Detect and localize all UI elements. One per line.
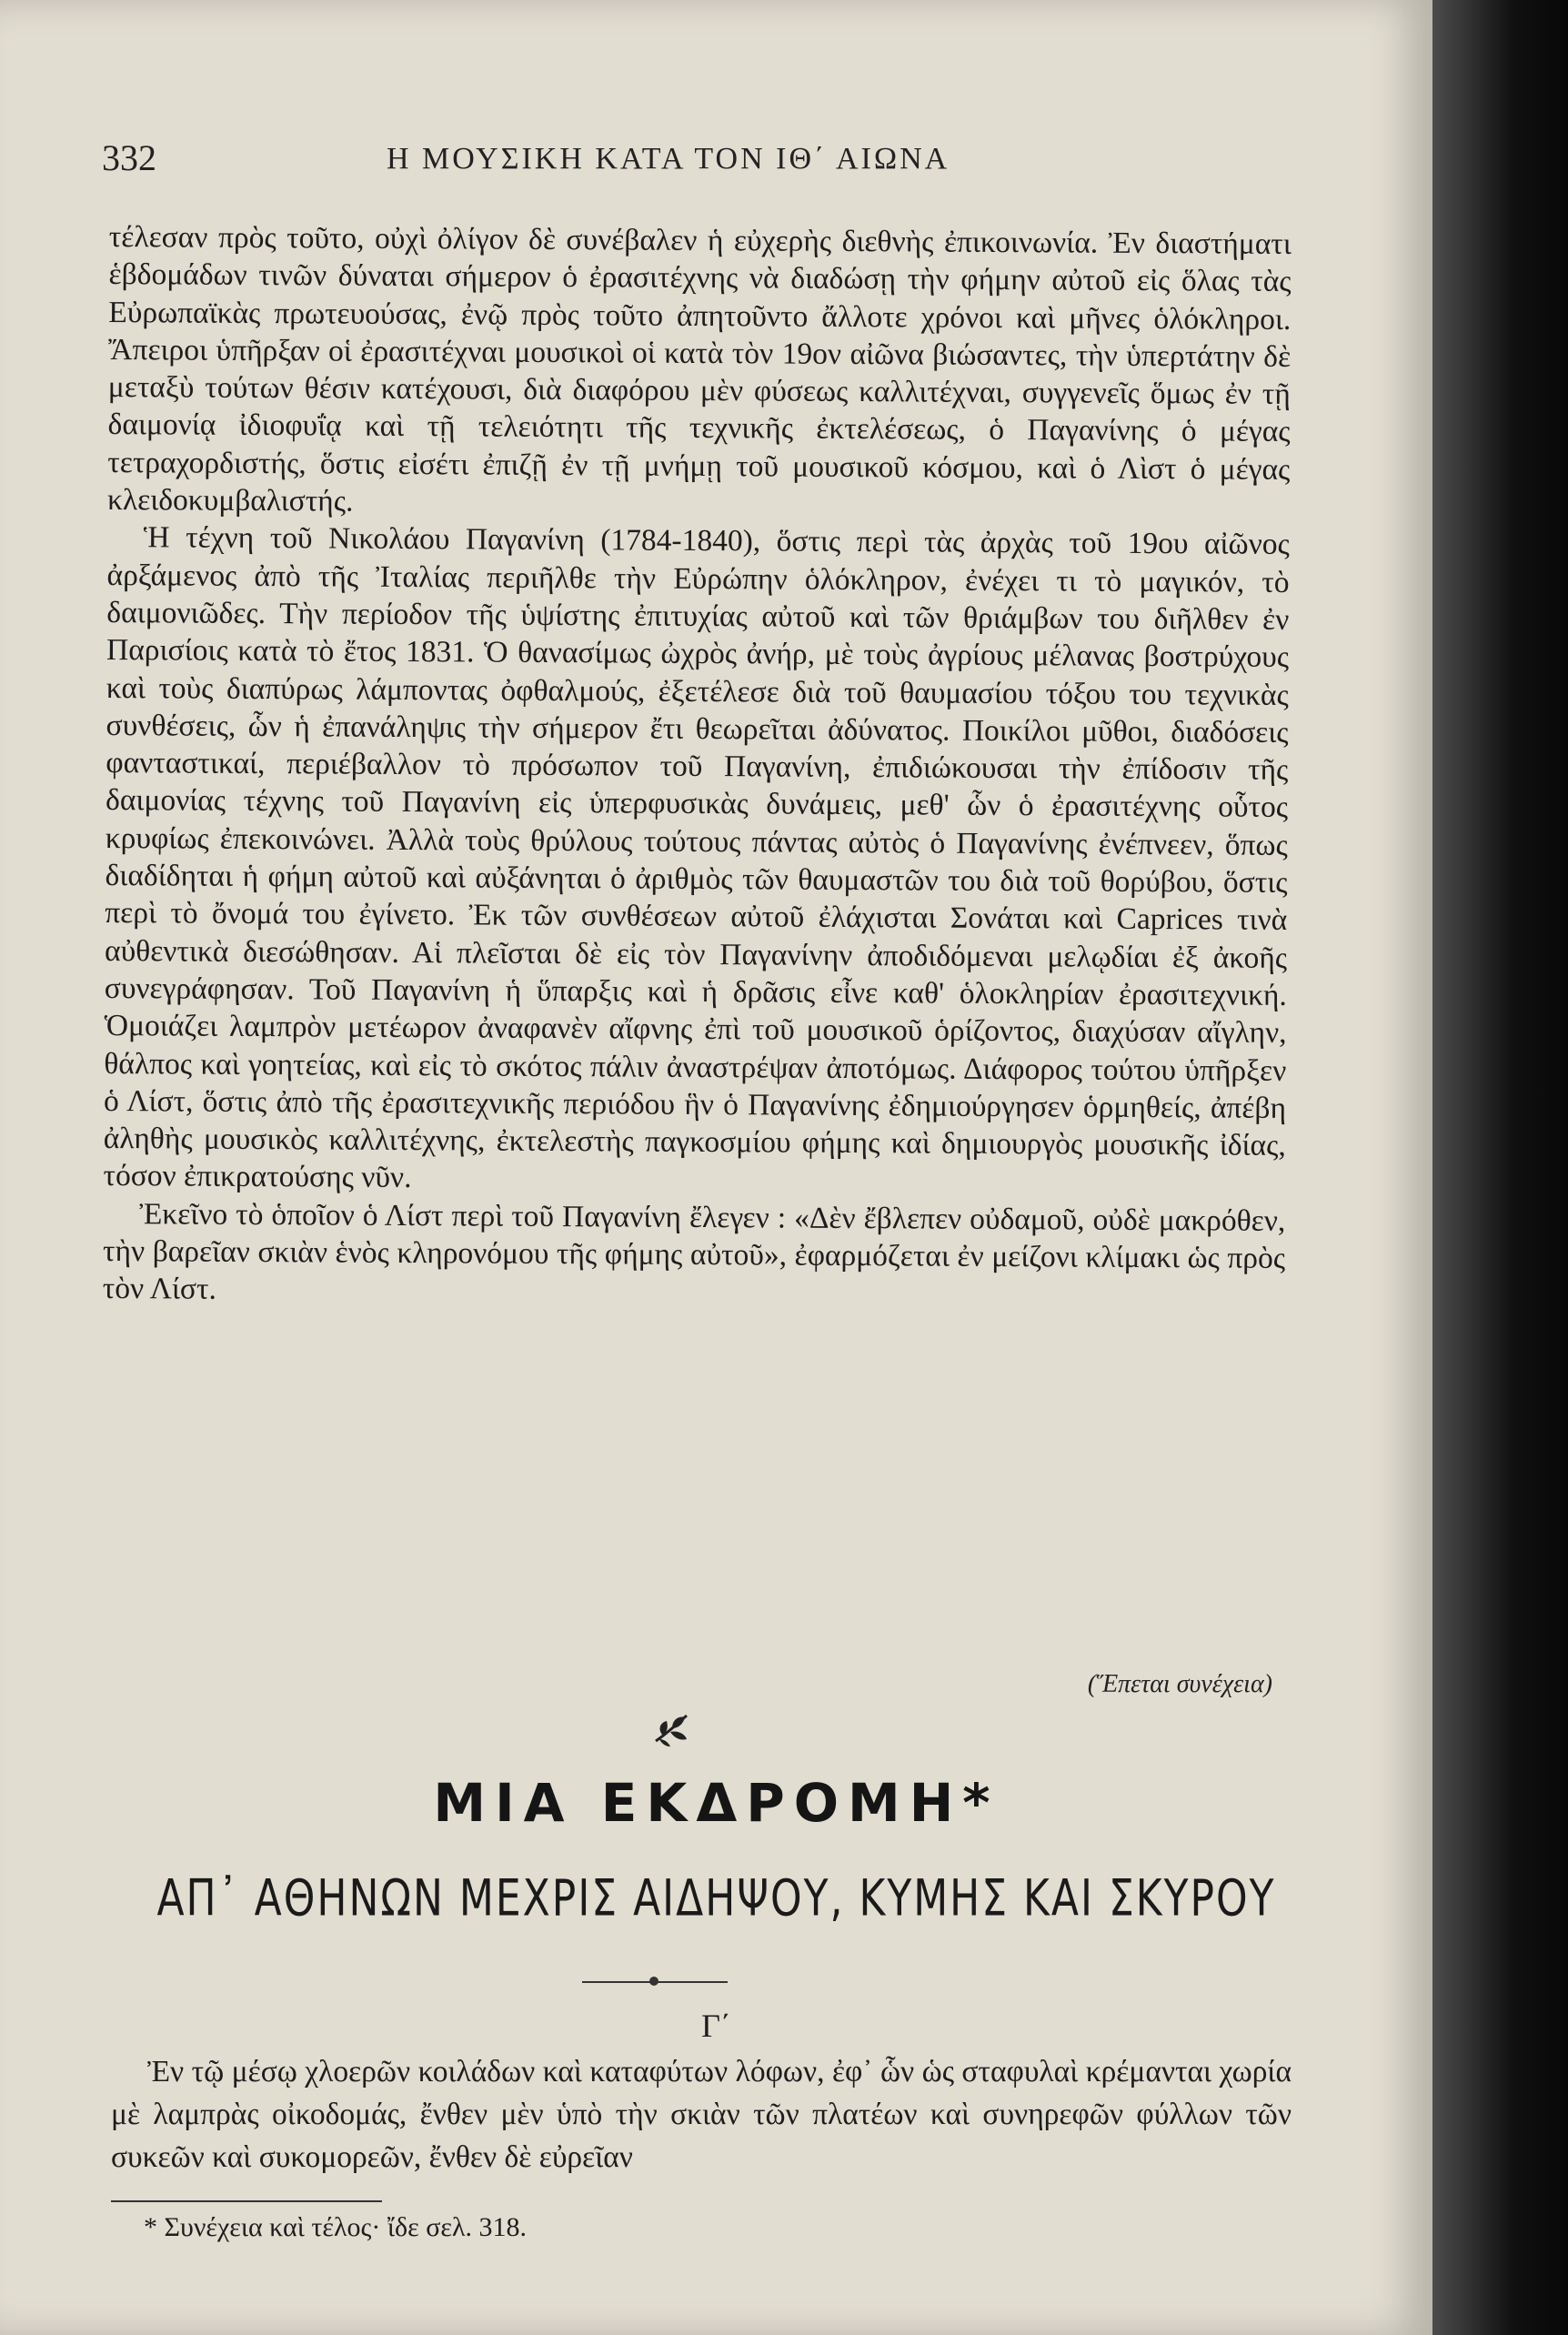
footnote: * Συνέχεια καὶ τέλος· ἴδε σελ. 318.: [144, 2212, 528, 2242]
divider-dot: [649, 1977, 658, 1986]
page-header: [0, 136, 1432, 191]
footnote-rule: [111, 2200, 382, 2202]
leaf-ornament-icon: [650, 1710, 694, 1748]
body-paragraph-2: Ἡ τέχνη τοῦ Νικολάου Παγανίνη (1784-1840), ὅστις περὶ τὰς ἀρχὰς τοῦ 19ου αἰῶνος ἀρξάμενος ἀπὸ τῆς Ἰταλίας περιῆλθε τὴν Εὐρώπην ὁλόκληρον, ἐνέχει τι τὸ μαγικόν, τὸ δαιμονιῶδες. Τὴν περίοδον τῆς ὑψίστης ἐπιτυχίας αὐτοῦ καὶ τῶν θριάμβων του διῆλθεν ἐν Παρισίοις κατὰ τὸ ἔτος 1831. Ὁ θανασίμως ὠχρὸς ἀνήρ, μὲ τοὺς ἀγρίους μέλανας βοστρύχους καὶ τοὺς διαπύρως λάμποντας ὀφθαλμούς, ἐξετέλεσε διὰ τοῦ θαυμασίου τόξου του τεχνικὰς συνθέσεις, ὧν ἡ ἐπανάληψις τὴν σήμερον ἔτι θεωρεῖται ἀδύνατος. Ποικίλοι μῦθοι, διαδόσεις φανταστικαί, περιέβαλλον τὸ πρόσωπον τοῦ Παγανίνη, ἐπιδιώκουσαι τὴν ἐπίδοσιν τῆς δαιμονίας τέχνης τοῦ Παγανίνη εἰς ὑπερφυσικὰς δυνάμεις, μεθ' ὧν ὁ ἐρασιτέχνης οὗτος κρυφίως ἐπεκοινώνει. Ἀλλὰ τοὺς θρύλους τούτους πάντας αὐτὸς ὁ Παγανίνης ἐνέπνεεν, ὅπως διαδίδηται ἡ φήμη αὐτοῦ καὶ αὐξάνηται ὁ ἀριθμὸς τῶν θαυμαστῶν του διὰ τοῦ θορύβου, ὅστις περὶ τὸ ὄνομά του ἐγίνετο. Ἐκ τῶν συνθέσεων αὐτοῦ ἐλάχισται Σονάται καὶ Caprices τινὰ αὐθεντικὰ διεσώθησαν. Αἱ πλεῖσται δὲ εἰς τὸν Παγανίνην ἀποδιδόμεναι μελῳδίαι ἐξ ἀκοῆς συνεγράφησαν. Τοῦ Παγανίνη ἡ ὕπαρξις καὶ ἡ δρᾶσις εἶνε καθ' ὁλοκληρίαν ἐρασιτεχνική. Ὁμοιάζει λαμπρὸν μετέωρον ἀναφανὲν αἴφνης ἐπὶ τοῦ μουσικοῦ ὁρίζοντος, διαχύσαν αἴγλην, θάλπος καὶ γοητείας, καὶ εἰς τὸ σκότος πάλιν ἀναστρέψαν ἀποτόμως. Διάφορος τούτου ὑπῆρξεν ὁ Λίστ, ὅστις ἀπὸ τῆς ἐρασιτεχνικῆς περιόδου ἣν ὁ Παγανίνης ἐδημιούργησεν ὁρμηθείς, ἀπέβη ἀληθὴς μουσικὸς καλλιτέχνης, ἐκτελεστὴς παγκοσμίου φήμης καὶ δημιουργὸς μουσικῆς ἰδίας, τόσον ἐπικρατούσης νῦν.: [103, 520, 1290, 1195]
scan-dark-edge: [1432, 0, 1568, 2335]
article-body: [103, 218, 1292, 1315]
body-paragraph-1: τέλεσαν πρὸς τοῦτο, οὐχὶ ὀλίγον δὲ συνέβαλεν ἡ εὐχερὴς διεθνὴς ἐπικοινωνία. Ἐν διαστήματι ἑβδομάδων τινῶν δύναται σήμερον ὁ ἐρασιτέχνης νὰ διαδώσῃ τὴν φήμην αὐτοῦ εἰς ὅλας τὰς Εὐρωπαϊκὰς πρωτευούσας, ἐνῷ πρὸς τοῦτο ἀπητοῦντο ἄλλοτε χρόνοι καὶ μῆνες ὁλόκληροι. Ἄπειροι ὑπῆρξαν οἱ ἐρασιτέχναι μουσικοὶ οἱ κατὰ τὸν 19ον αἰῶνα βιώσαντες, τὴν ὑπερτάτην δὲ μεταξὺ τούτων θέσιν κατέχουσι, διὰ διαφόρου μὲν φύσεως καλλιτέχναι, συγγενεῖς ὅμως ἐν τῇ δαιμονίᾳ ἰδιοφυΐᾳ καὶ τῇ τελειότητι τῆς τεχνικῆς ἐκτελέσεως, ὁ Παγανίνης ὁ μέγας τετραχορδιστής, ὅστις εἰσέτι ἐπιζῇ ἐν τῇ μνήμῃ τοῦ μουσικοῦ κόσμου, καὶ ὁ Λὶστ ὁ μέγας κλειδοκυμβαλιστής.: [106, 219, 1292, 518]
page-number: 332: [102, 137, 156, 178]
body-paragraph-3: Ἐκεῖνο τὸ ὁποῖον ὁ Λίστ περὶ τοῦ Παγανίνη ἔλεγεν : «Δὲν ἔβλεπεν οὐδαμοῦ, οὐδὲ μακρόθεν, τὴν βαρεῖαν σκιὰν ἑνὸς κληρονόμου τῆς φήμης αὐτοῦ», ἐφαρμόζεται ἐν μείζονι κλίμακι ὡς πρὸς τὸν Λίστ.: [102, 1196, 1286, 1307]
continued-note: (Ἕπεται συνέχεια): [1087, 1670, 1272, 1698]
article-subtitle: ΑΠ᾽ ΑΘΗΝΩΝ ΜΕΧΡΙΣ ΑΙΔΗΨΟΥ, ΚΥΜΗΣ ΚΑΙ ΣΚΥΡΟΥ: [156, 1869, 1276, 1928]
section-number: Γ΄: [701, 2008, 731, 2044]
section-paragraph: Ἐν τῷ μέσῳ χλοερῶν κοιλάδων καὶ καταφύτων λόφων, ἐφ᾽ ὧν ὡς σταφυλαὶ κρέμανται χωρία μὲ λαμπρὰς οἰκοδομάς, ἔνθεν μὲν ὑπὸ τὴν σκιὰν τῶν πλατέων καὶ συνηρεφῶν φύλλων τῶν συκεῶν καὶ συκομορεῶν, ἔνθεν δὲ εὐρεῖαν: [111, 2055, 1292, 2174]
article-title: ΜΙΑ ΕΚΔΡΟΜΗ*: [433, 1772, 1000, 1834]
running-title: Η ΜΟΥΣΙΚΗ ΚΑΤΑ ΤΟΝ ΙΘ΄ ΑΙΩΝΑ: [387, 142, 950, 176]
